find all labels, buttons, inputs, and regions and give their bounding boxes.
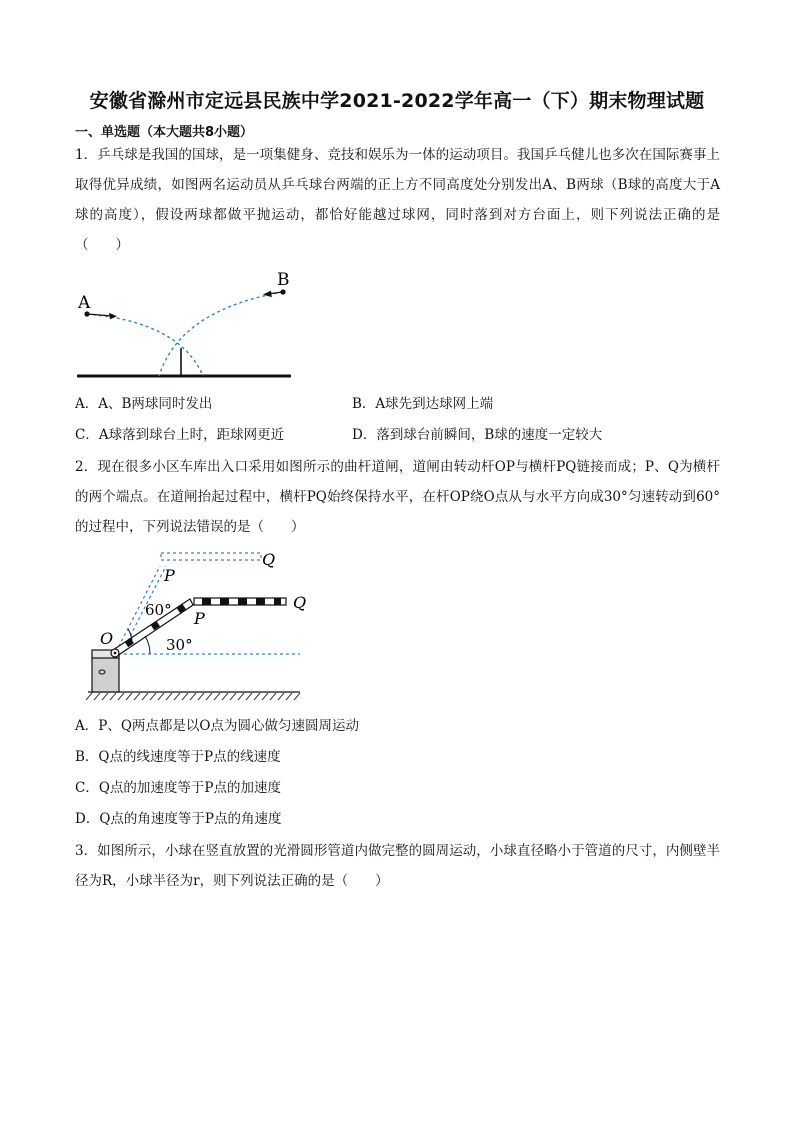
q2-option-b: B．Q点的线速度等于P点的线速度 xyxy=(75,749,281,765)
label-q-dashed: Q xyxy=(262,550,276,569)
bar-pq-dashed xyxy=(161,553,261,560)
label-angle-30: 30° xyxy=(166,636,193,654)
q2-option-c: C．Q点的加速度等于P点的加速度 xyxy=(75,780,281,796)
q1-option-d: D．落到球台前瞬间，B球的速度一定较大 xyxy=(352,427,603,443)
label-b: B xyxy=(277,270,290,290)
label-a: A xyxy=(78,293,91,313)
q2-option-a: A．P、Q两点都是以O点为圆心做匀速圆周运动 xyxy=(75,718,359,734)
q1-option-b: B．A球先到达球网上端 xyxy=(352,396,494,412)
section-heading: 一、单选题（本大题共8小题） xyxy=(75,125,254,140)
label-angle-60: 60° xyxy=(145,601,172,619)
trajectory-a xyxy=(87,314,203,376)
q1-option-a: A．A、B两球同时发出 xyxy=(75,396,213,412)
label-q: Q xyxy=(293,593,307,612)
question-1-stem: 1．乒乓球是我国的国球，是一项集健身、竞技和娱乐为一体的运动项目。我国乒乓健儿也多次在国际赛事上取得优异成绩，如图两名运动员从乒乓球台两端的正上方不同高度处分别发出A、B两球（B球的高度大于A球的高度），假设两球都做平抛运动，都恰好能越过球网，同时落到对方台面上，则下列说法正确的是（ ） xyxy=(75,147,720,253)
question-1-figure xyxy=(75,262,300,382)
question-3-stem: 3．如图所示，小球在竖直放置的光滑圆形管道内做完整的圆周运动，小球直径略小于管道的尺寸，内侧壁半径为R，小球半径为r，则下列说法正确的是（ ） xyxy=(75,843,720,889)
q2-option-d: D．Q点的角速度等于P点的角速度 xyxy=(75,811,282,827)
label-o: O xyxy=(100,629,114,648)
angle-arc-30 xyxy=(145,636,150,654)
label-p-dashed: P xyxy=(164,566,175,585)
trajectory-b xyxy=(159,292,283,376)
paper-title: 安徽省滁州市定远县民族中学2021-2022学年高一（下）期末物理试题 xyxy=(89,90,705,112)
question-2-stem: 2．现在很多小区车库出入口采用如图所示的曲杆道闸，道闸由转动杆OP与横杆PQ链接而成；P、Q为横杆的两个端点。在道闸抬起过程中，横杆PQ始终保持水平，在杆OP绕O点从与水平方向成30°匀速转动到60°的过程中，下列说法错误的是（ ） xyxy=(75,459,720,535)
velocity-arrow-a xyxy=(109,313,117,319)
q1-option-c: C．A球落到球台上时，距球网更近 xyxy=(75,427,285,443)
gate-post xyxy=(92,655,119,692)
label-p: P xyxy=(194,609,205,628)
question-2-figure xyxy=(80,542,310,702)
